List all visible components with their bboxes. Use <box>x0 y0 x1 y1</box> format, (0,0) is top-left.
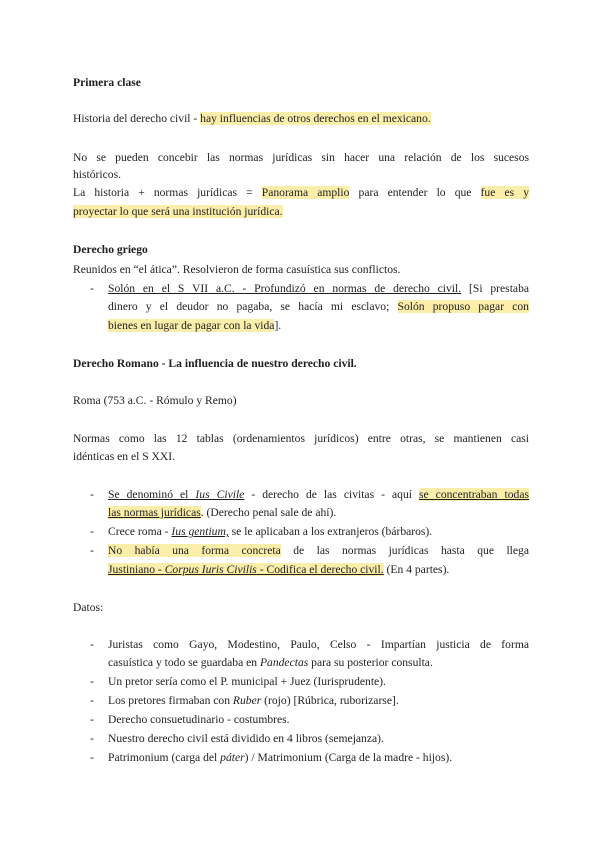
romano-normas-line-1: Normas como las 12 tablas (ordenamientos jurídicos) entre otras, se mantienen casi <box>73 432 529 445</box>
datos-5: Nuestro derecho civil está dividido en 4 libros (semejanza). <box>108 732 384 745</box>
datos-1-line-2: casuística y todo se guardaba en Pandectas para su posterior consulta. <box>108 656 433 669</box>
datos-title: Datos: <box>73 601 104 614</box>
bullet-marker: - <box>90 751 94 764</box>
griego-bullet-line-3: bienes en lugar de pagar con la vida]. <box>108 319 282 332</box>
bullet-marker: - <box>90 694 94 707</box>
paragraph-normas-line-1: No se pueden concebir las normas jurídicas sin hacer una relación de los sucesos <box>73 151 529 164</box>
romano-normas-line-2: idénticas en el S XXI. <box>73 450 176 463</box>
datos-3: Los pretores firmaban con Ruber (rojo) [Rúbrica, ruborizarse]. <box>108 694 399 707</box>
griego-intro: Reunidos en “el ática”. Resolvieron de forma casuística sus conflictos. <box>73 263 401 276</box>
romano-roma: Roma (753 a.C. - Rómulo y Remo) <box>73 394 237 407</box>
bullet-marker: - <box>90 638 94 651</box>
heading-primera-clase: Primera clase <box>73 76 141 89</box>
romano-bullet-1-line-1: Se denominó el Ius Civile - derecho de las civitas - aquí se concentraban todas <box>108 488 529 501</box>
paragraph-normas-line-4: proyectar lo que será una institución jurídica. <box>73 205 283 218</box>
bullet-marker: - <box>90 544 94 557</box>
bullet-marker: - <box>90 713 94 726</box>
paragraph-normas-line-3: La historia + normas jurídicas = Panorama amplio para entender lo que fue es y <box>73 186 530 199</box>
bullet-marker: - <box>90 488 94 501</box>
romano-bullet-3-line-1: No había una forma concreta de las normas jurídicas hasta que llega <box>108 544 529 557</box>
heading-derecho-griego: Derecho griego <box>73 243 148 256</box>
griego-bullet-line-2: dinero y el deudor no pagaba, se hacía mi esclavo; Solón propuso pagar con <box>108 300 529 313</box>
paragraph-normas-line-2: históricos. <box>73 168 121 181</box>
heading-derecho-romano: Derecho Romano - La influencia de nuestro derecho civil. <box>73 357 357 370</box>
paragraph-historia: Historia del derecho civil - hay influencias de otros derechos en el mexicano. <box>73 112 431 125</box>
datos-2: Un pretor sería como el P. municipal + Juez (Iurisprudente). <box>108 675 386 688</box>
datos-1-line-1: Juristas como Gayo, Modestino, Paulo, Celso - Impartían justicia de forma <box>108 638 529 651</box>
romano-bullet-1-line-2: las normas jurídicas. (Derecho penal sale de ahí). <box>108 506 337 519</box>
datos-6: Patrimonium (carga del páter) / Matrimonium (Carga de la madre - hijos). <box>108 751 453 764</box>
bullet-marker: - <box>90 732 94 745</box>
bullet-marker: - <box>90 282 94 295</box>
bullet-marker: - <box>90 525 94 538</box>
romano-bullet-2: Crece roma - Ius gentium, se le aplicaban a los extranjeros (bárbaros). <box>108 525 433 538</box>
datos-4: Derecho consuetudinario - costumbres. <box>108 713 290 726</box>
griego-bullet-line-1: Solón en el S VII a.C. - Profundizó en normas de derecho civil. [Si prestaba <box>108 282 530 295</box>
romano-bullet-3-line-2: Justiniano - Corpus Iuris Civilis - Codifica el derecho civil. (En 4 partes). <box>108 563 450 576</box>
bullet-marker: - <box>90 675 94 688</box>
